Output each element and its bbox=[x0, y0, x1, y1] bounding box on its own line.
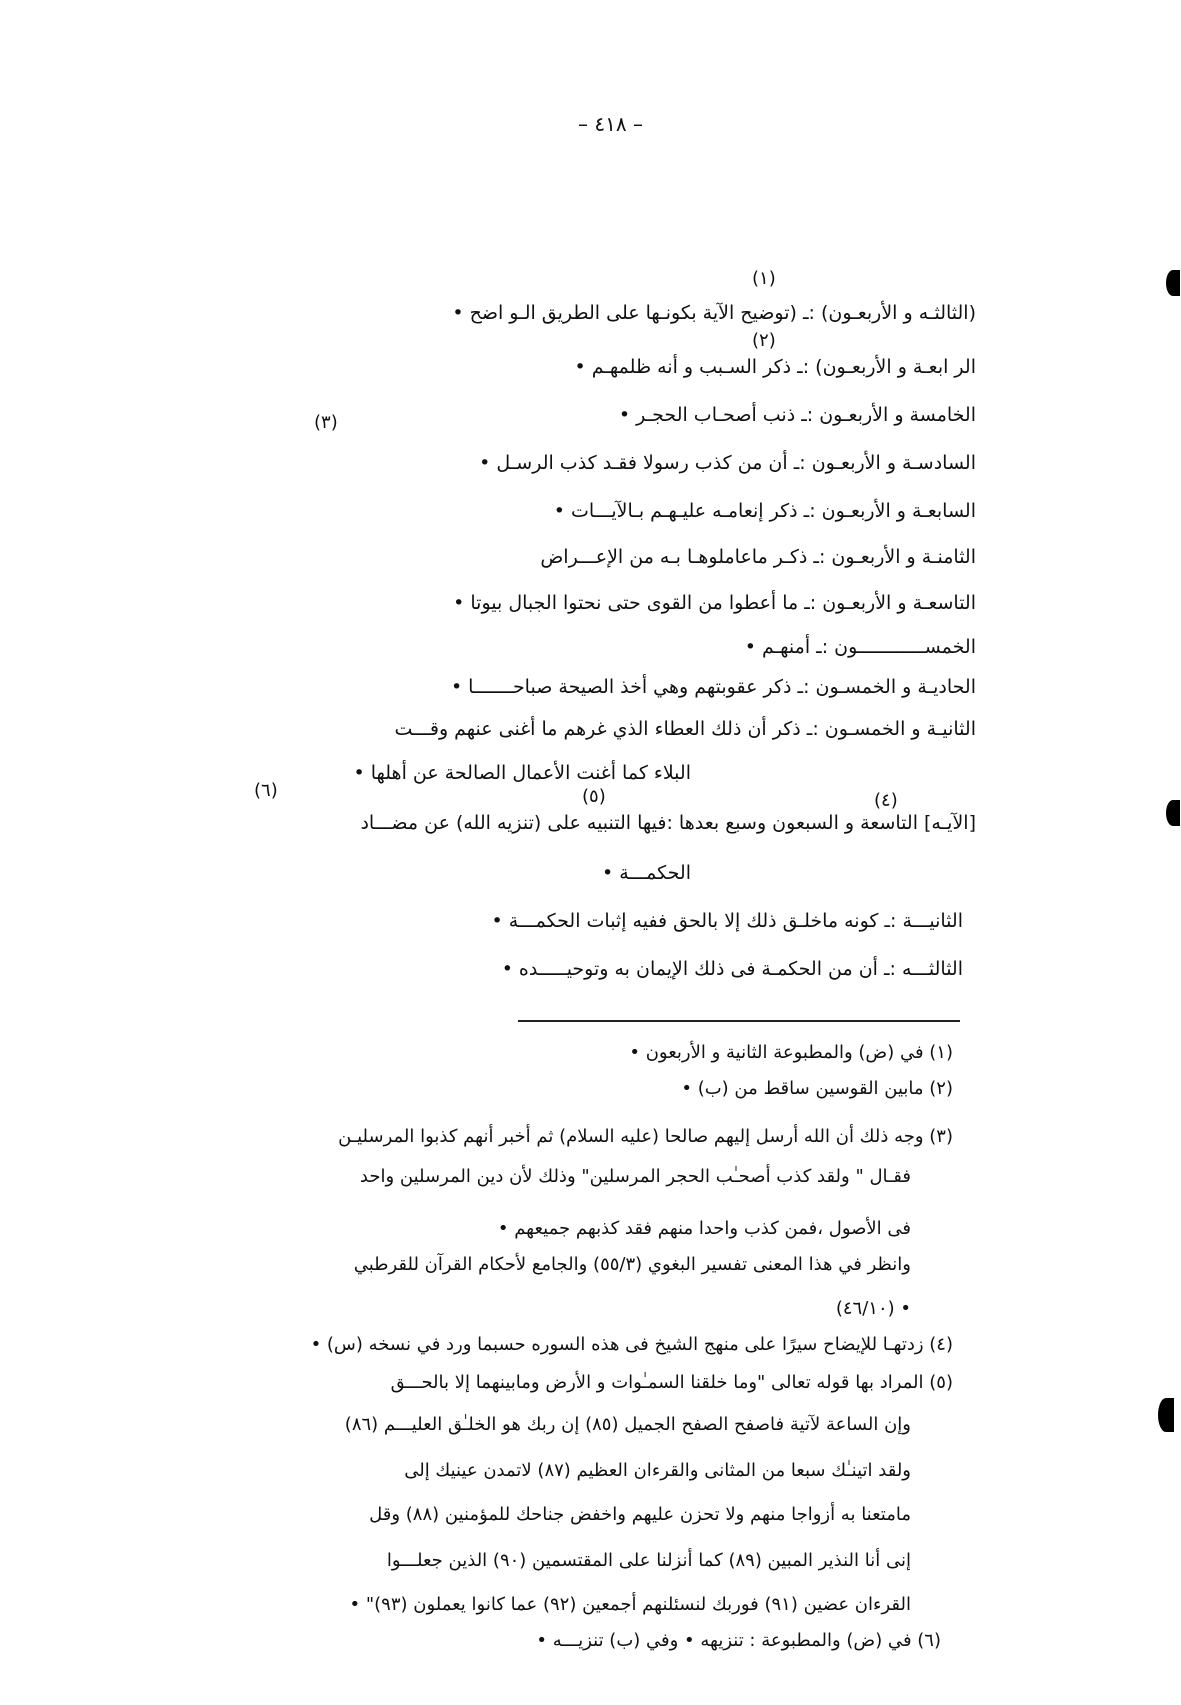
body-line-13: الحكمـــة • bbox=[602, 862, 691, 884]
footnote-line-1: (١) في (ض) والمطبوعة الثانية و الأربعون • bbox=[629, 1042, 953, 1063]
footnote-line-11: ولقد اتينـٰك سبعا من المثانى والقرءان العظيم (٨٧) لاتمدن عينيك إلى bbox=[404, 1460, 911, 1481]
body-line-2: الر ابعـة و الأربعـون) :ـ ذكر السـبب و أنه ظلمهـم • bbox=[574, 356, 976, 378]
footnote-ref-4: (٤) bbox=[874, 790, 898, 811]
body-line-11: البلاء كما أغنت الأعمال الصالحة عن أهلها • bbox=[353, 762, 691, 784]
punch-hole-mark bbox=[1166, 800, 1180, 826]
body-line-15: الثالثـــه :ـ أن من الحكمـة فى ذلك الإيمان به وتوحيـــــده • bbox=[501, 958, 963, 980]
footnote-ref-3: (٣) bbox=[314, 412, 338, 433]
punch-hole-mark bbox=[1166, 270, 1180, 296]
footnote-line-6: وانظر في هذا المعنى تفسير البغوي (٥٥/٣) والجامع لأحكام القرآن للقرطبي bbox=[353, 1254, 911, 1275]
body-line-5: السابعـة و الأربعـون :ـ ذكر إنعامـه عليـهـم بـالآيـــات • bbox=[553, 500, 976, 522]
body-line-9: الحاديـة و الخمسـون :ـ ذكر عقوبتهم وهي أخذ الصيحة صباحـــــــا • bbox=[450, 676, 976, 698]
footnote-line-3: (٣) وجه ذلك أن الله أرسل إليهم صالحا (عليه السلام) ثم أخبر أنهم كذبوا المرسليـن bbox=[338, 1126, 953, 1147]
footnote-ref-6: (٦) bbox=[254, 780, 278, 801]
body-line-14: الثانيـــة :ـ كونه ماخلـق ذلك إلا بالحق ففيه إثبات الحكمـــة • bbox=[491, 910, 963, 932]
body-line-8: الخمســــــــــــون :ـ أمنهـم • bbox=[744, 636, 976, 658]
body-line-1: (الثالثـه و الأربعـون) :ـ (توضيح الآية بكونـها على الطريق الـو اضح • bbox=[452, 302, 976, 324]
footnote-line-14: القرءان عضين (٩١) فوربك لنسئلنهم أجمعين (٩٢) عما كانوا يعملون (٩٣)" • bbox=[349, 1594, 911, 1615]
footnote-line-10: وإن الساعة لآتية فاصفح الصفح الجميل (٨٥) إن ربك هو الخلـٰق العليـــم (٨٦) bbox=[344, 1414, 911, 1435]
footnote-ref-1: (١) bbox=[752, 268, 776, 289]
body-line-10: الثانيـة و الخمسـون :ـ ذكر أن ذلك العطاء الذي غرهم ما أغنى عنهم وقـــت bbox=[394, 718, 976, 740]
footnote-ref-2: (٢) bbox=[752, 330, 776, 351]
footnote-line-15: (٦) في (ض) والمطبوعة : تنزيهه • وفي (ب) تنزيـــه • bbox=[536, 1630, 941, 1651]
body-line-4: السادسـة و الأربعـون :ـ أن من كذب رسولا فقـد كذب الرسـل • bbox=[479, 452, 976, 474]
footnote-line-9: (٥) المراد بها قوله تعالى "وما خلقنا السمـٰوات و الأرض ومابينهما إلا بالحـــق bbox=[390, 1372, 953, 1393]
footnote-line-12: مامتعنا به أزواجا منهم ولا تحزن عليهم واخفض جناحك للمؤمنين (٨٨) وقل bbox=[369, 1504, 911, 1525]
body-line-3: الخامسة و الأربعـون :ـ ذنب أصحـاب الحجـر • bbox=[618, 404, 976, 426]
body-line-7: التاسعـة و الأربعـون :ـ ما أعطوا من القوى حتى نحتوا الجبال بيوتا • bbox=[453, 592, 976, 614]
footnote-line-7: (٤٦/١٠) • bbox=[835, 1298, 911, 1319]
footnote-line-2: (٢) مابين القوسين ساقط من (ب) • bbox=[681, 1078, 953, 1099]
footnote-line-8: (٤) زدتهـا للإيضاح سيرًا على منهج الشيخ فى هذه السوره حسبما ورد في نسخه (س) • bbox=[310, 1334, 953, 1355]
punch-hole-mark bbox=[1158, 1398, 1174, 1432]
footnote-line-4: فقـال " ولقد كذب أصحـٰب الحجر المرسلين" وذلك لأن دين المرسلين واحد bbox=[359, 1166, 911, 1187]
footnote-line-13: إنى أنا النذير المبين (٨٩) كما أنزلنا على المقتسمين (٩٠) الذين جعلـــوا bbox=[386, 1550, 911, 1571]
footnote-separator bbox=[518, 1020, 960, 1022]
page-number: – ٤١٨ – bbox=[578, 112, 643, 136]
footnote-ref-5: (٥) bbox=[582, 786, 606, 807]
body-line-6: الثامنـة و الأربعـون :ـ ذكـر ماعاملوهـا بـه من الإعـــراض bbox=[540, 546, 976, 568]
footnote-line-5: فى الأصول ،فمن كذب واحدا منهم فقد كذبهم جميعهم • bbox=[497, 1218, 911, 1239]
body-line-12: [الآيـه] التاسعة و السبعون وسبع بعدها :فيها التنبيه على (تنزيه الله) عن مضـــاد bbox=[360, 812, 976, 834]
